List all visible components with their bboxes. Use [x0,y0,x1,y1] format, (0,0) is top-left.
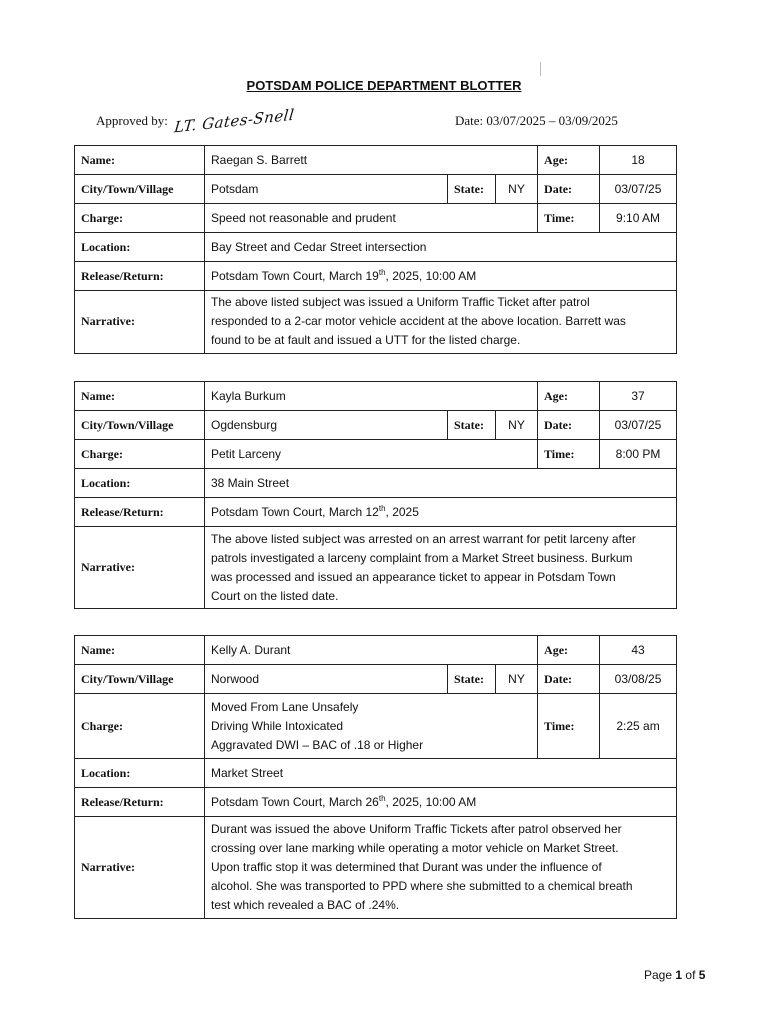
city-value: Ogdensburg [205,411,448,440]
release-text-end: , 2025, 10:00 AM [385,268,477,283]
release-label: Release/Return: [75,262,205,291]
age-label: Age: [538,636,600,665]
ordinal-suffix: th [378,503,386,513]
city-value: Potsdam [205,175,448,204]
release-row [75,498,677,527]
narrative-value [205,817,677,919]
release-text-end: , 2025, 10:00 AM [385,794,477,809]
location-row [75,469,677,498]
time-label: Time: [538,204,600,233]
state-label: State: [448,665,496,694]
location-label: Location: [75,233,205,262]
release-text: Potsdam Town Court, March 19 [211,268,379,283]
time-value: 9:10 AM [600,204,677,233]
date-label: Date: [538,411,600,440]
charge-row [75,694,677,759]
ordinal-suffix: th [378,793,386,803]
charge-row [75,204,677,233]
release-value [205,262,677,291]
age-label: Age: [538,146,600,175]
location-value: Market Street [205,759,677,788]
name-row [75,636,677,665]
location-row [75,233,677,262]
charge-line: Moved From Lane Unsafely [211,699,359,714]
name-value: Raegan S. Barrett [205,146,538,175]
state-value: NY [496,411,538,440]
narrative-line: test which revealed a BAC of .24%. [211,897,400,912]
time-value: 2:25 am [600,694,677,759]
narrative-line: Durant was issued the above Uniform Traffic Tickets after patrol observed her [211,821,622,836]
narrative-row [75,527,677,609]
release-text-end: , 2025 [385,504,419,519]
time-label: Time: [538,694,600,759]
charge-line: Driving While Intoxicated [211,718,344,733]
narrative-value [205,527,677,609]
name-value: Kayla Burkum [205,382,538,411]
narrative-value [205,291,677,354]
ordinal-suffix: th [378,267,386,277]
name-label: Name: [75,636,205,665]
page-total: 5 [698,968,706,982]
location-label: Location: [75,759,205,788]
state-value: NY [496,175,538,204]
charge-value [205,204,538,233]
name-label: Name: [75,382,205,411]
age-value: 43 [600,636,677,665]
release-row [75,788,677,817]
name-row [75,146,677,175]
release-text: Potsdam Town Court, March 12 [211,504,379,519]
city-label: City/Town/Village [75,665,205,694]
record-table [74,145,677,354]
city-label: City/Town/Village [75,175,205,204]
charge-line: Aggravated DWI – BAC of .18 or Higher [211,737,424,752]
narrative-label: Narrative: [75,817,205,919]
page-title: POTSDAM POLICE DEPARTMENT BLOTTER [246,78,522,93]
signature: LT. Gates-Snell [173,105,296,137]
narrative-row [75,817,677,919]
narrative-line: crossing over lane marking while operating a motor vehicle on Market Street. [211,840,619,855]
record-table [74,381,677,609]
of-word: of [685,968,696,982]
narrative-line: Court on the listed date. [211,588,339,603]
state-value: NY [496,665,538,694]
date-value: 03/08/25 [600,665,677,694]
page-word: Page [644,968,673,982]
release-value [205,788,677,817]
state-label: State: [448,411,496,440]
narrative-label: Narrative: [75,527,205,609]
city-label: City/Town/Village [75,411,205,440]
narrative-line: patrols investigated a larceny complaint from a Market Street business. Burkum [211,550,633,565]
charge-line: Petit Larceny [211,446,282,461]
approved-label: Approved by: [96,113,168,128]
record-table [74,635,677,919]
release-label: Release/Return: [75,788,205,817]
time-label: Time: [538,440,600,469]
narrative-line: The above listed subject was arrested on an arrest warrant for petit larceny after [211,531,636,546]
age-value: 37 [600,382,677,411]
page-indicator [644,968,705,982]
location-label: Location: [75,469,205,498]
approved-by [96,105,296,137]
age-label: Age: [538,382,600,411]
narrative-line: alcohol. She was transported to PPD where she submitted to a chemical breath [211,878,633,893]
state-label: State: [448,175,496,204]
date-label: Date: [538,665,600,694]
charge-value [205,694,538,759]
narrative-line: The above listed subject was issued a Uniform Traffic Ticket after patrol [211,295,590,310]
narrative-line: was processed and issued an appearance ticket to appear in Potsdam Town [211,569,616,584]
charge-line: Speed not reasonable and prudent [211,210,396,225]
charge-label: Charge: [75,694,205,759]
age-value: 18 [600,146,677,175]
page-current: 1 [675,968,683,982]
charge-row [75,440,677,469]
city-row [75,411,677,440]
city-row [75,175,677,204]
name-value: Kelly A. Durant [205,636,538,665]
charge-label: Charge: [75,204,205,233]
location-row [75,759,677,788]
time-value: 8:00 PM [600,440,677,469]
scan-mark [540,62,541,76]
date-range: Date: 03/07/2025 – 03/09/2025 [455,113,618,128]
release-row [75,262,677,291]
release-label: Release/Return: [75,498,205,527]
charge-label: Charge: [75,440,205,469]
release-text: Potsdam Town Court, March 26 [211,794,379,809]
city-row [75,665,677,694]
name-row [75,382,677,411]
date-value: 03/07/25 [600,411,677,440]
narrative-line: found to be at fault and issued a UTT for the listed charge. [211,333,521,348]
city-value: Norwood [205,665,448,694]
location-value: Bay Street and Cedar Street intersection [205,233,677,262]
date-value: 03/07/25 [600,175,677,204]
narrative-row [75,291,677,354]
name-label: Name: [75,146,205,175]
date-label: Date: [538,175,600,204]
charge-value [205,440,538,469]
narrative-label: Narrative: [75,291,205,354]
location-value: 38 Main Street [205,469,677,498]
narrative-line: responded to a 2-car motor vehicle accident at the above location. Barrett was [211,314,626,329]
narrative-line: Upon traffic stop it was determined that Durant was under the influence of [211,859,602,874]
release-value [205,498,677,527]
